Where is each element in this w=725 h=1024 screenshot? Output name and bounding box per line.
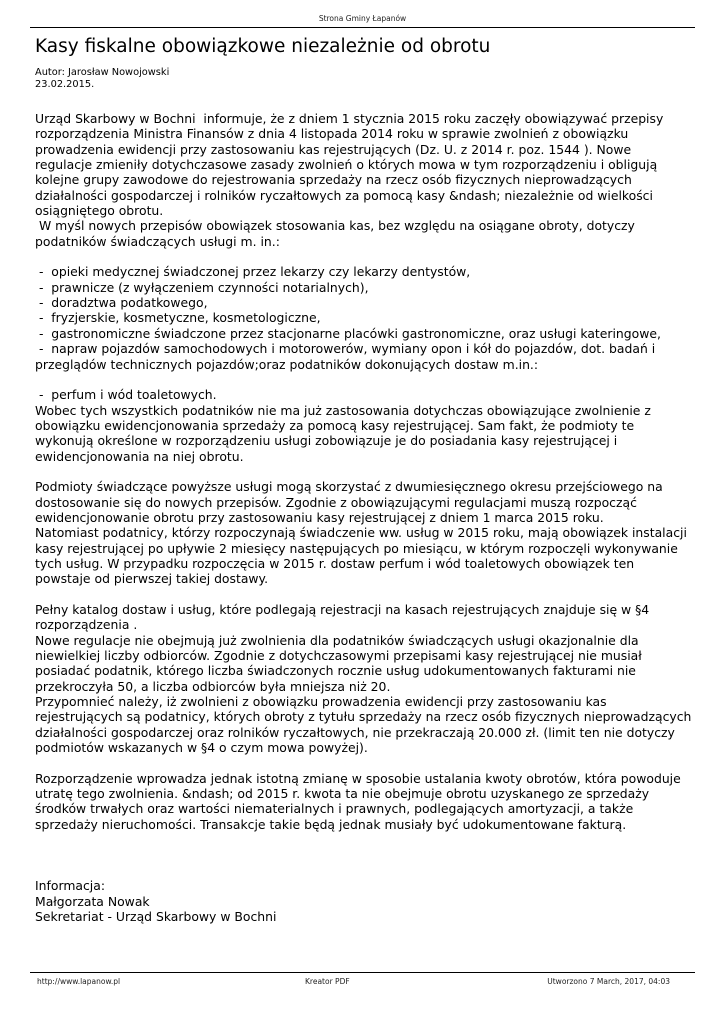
body-line: podmiotów wskazanych w §4 o czym mowa powyżej). <box>35 740 368 756</box>
body-line: Natomiast podatnicy, którzy rozpoczynają świadczenie ww. usług w 2015 roku, mają obowiązek instalacji <box>35 525 687 541</box>
body-line: niewielkiej liczby odbiorców. Zgodnie z dotychczasowymi przepisami kasy rejestrującej nie musiał <box>35 648 642 664</box>
body-line: ewidencjonowania na niej obrotu. <box>35 448 244 464</box>
blank-line <box>35 372 705 387</box>
body-line: Sekretariat - Urząd Skarbowy w Bochni <box>35 908 277 924</box>
body-line: dostosowanie się do nowych przepisów. Zgodnie z obowiązującymi regulacjami muszą rozpocząć <box>35 494 637 510</box>
body-line: środków trwałych oraz wartości niematerialnych i prawnych, podlegających amortyzacji, a także <box>35 801 634 817</box>
body-line: przeglądów technicznych pojazdów;oraz podatników dokonujących dostaw m.in.: <box>35 356 539 372</box>
header-divider <box>30 27 695 28</box>
body-line: rozporządzenia Ministra Finansów z dnia 4 listopada 2014 roku w sprawie zwolnień z obowiązku <box>35 126 629 142</box>
body-line: - perfum i wód toaletowych. <box>35 387 217 403</box>
body-line: rejestrujących są podatnicy, których obroty z tytułu sprzedaży na rzecz osób fizycznych nieprowadzących <box>35 709 692 725</box>
body-line: regulacje zmieniły dotychczasowe zasady zwolnień o których mowa w tym rozporządzeniu i obligują <box>35 157 658 173</box>
body-line: prowadzenia ewidencji przy zastosowaniu kas rejestrujących (Dz. U. z 2014 r. poz. 1544 ). Nowe <box>35 141 632 157</box>
body-line: podatników świadczących usługi m. in.: <box>35 233 280 249</box>
body-line: - doradztwa podatkowego, <box>35 295 208 311</box>
footer-generator: Kreator PDF <box>305 977 350 986</box>
body-line: obowiązku ewidencjonowania sprzedaży za pomocą kasy rejestrującej. Sam fakt, że podmioty te <box>35 417 635 433</box>
publish-date: 23.02.2015. <box>35 79 95 90</box>
blank-line <box>35 755 705 770</box>
body-line: tych usług. W przypadku rozpoczęcia w 2015 r. dostaw perfum i wód toaletowych obowiązek ten <box>35 555 635 571</box>
author-line: Autor: Jarosław Nowojowski <box>35 67 170 78</box>
page-header-site-name: Strona Gminy Łapanów <box>318 14 407 23</box>
body-line: Przypomnieć należy, iż zwolnieni z obowiązku prowadzenia ewidencji przy zastosowaniu kas <box>35 694 607 710</box>
body-line: Pełny katalog dostaw i usług, które podlegają rejestracji na kasach rejestrujących znajduje się w §4 <box>35 602 650 617</box>
body-line: wykonują określone w rozporządzeniu usługi zobowiązuje je do posiadania kasy rejestrującej i <box>35 433 618 449</box>
footer-divider <box>30 972 695 973</box>
body-line: osiągniętego obrotu. <box>35 203 164 219</box>
body-line: W myśl nowych przepisów obowiązek stosowania kas, bez względu na osiągane obroty, dotyczy <box>35 218 635 234</box>
article-body <box>35 111 705 924</box>
body-line: Małgorzata Nowak <box>35 893 150 909</box>
body-line: Rozporządzenie wprowadza jednak istotną zmianę w sposobie ustalania kwoty obrotów, która powoduje <box>35 770 681 786</box>
body-line: powstaje od pierwszej takiej dostawy. <box>35 571 269 587</box>
blank-line <box>35 464 705 479</box>
body-line: Urząd Skarbowy w Bochni informuje, że z dniem 1 stycznia 2015 roku zaczęły obowiązywać przepisy <box>35 111 664 126</box>
blank-line <box>35 587 705 602</box>
body-line: utratę tego zwolnienia. &ndash; od 2015 r. kwota ta nie obejmuje obrotu uzyskanego ze sprzedaży <box>35 786 650 802</box>
body-line: - gastronomiczne świadczone przez stacjonarne placówki gastronomiczne, oraz usługi kateringowe, <box>35 325 661 341</box>
article-title: Kasy fiskalne obowiązkowe niezależnie od obrotu <box>35 36 491 57</box>
body-line: kasy rejestrującej po upływie 2 miesięcy następujących po miesiącu, w którym rozpoczęli wykonywanie <box>35 540 678 556</box>
blank-line <box>35 832 705 847</box>
blank-line <box>35 863 705 878</box>
body-line: - fryzjerskie, kosmetyczne, kosmetologiczne, <box>35 310 321 326</box>
body-line: - prawnicze (z wyłączeniem czynności notarialnych), <box>35 279 369 295</box>
body-line: kolejne grupy zawodowe do rejestrowania sprzedaży na rzecz osób fizycznych nieprowadzących <box>35 172 632 188</box>
body-line: - opieki medycznej świadczonej przez lekarzy czy lekarzy dentystów, <box>35 264 471 280</box>
blank-line <box>35 249 705 264</box>
footer-url: http://www.lapanow.pl <box>37 977 121 986</box>
footer-created-date: Utworzono 7 March, 2017, 04:03 <box>547 977 670 986</box>
body-line: działalności gospodarczej oraz rolników ryczałtowych, nie przekraczają 20.000 zł. (limit ten nie dotyczy <box>35 724 675 740</box>
body-line: Informacja: <box>35 878 106 894</box>
body-line: Nowe regulacje nie obejmują już zwolnienia dla podatników świadczących usługi okazjonalnie dla <box>35 632 639 648</box>
body-line: Podmioty świadczące powyższe usługi mogą skorzystać z dwumiesięcznego okresu przejściowego na <box>35 479 663 495</box>
body-line: - napraw pojazdów samochodowych i motorowerów, wymiany opon i kół do pojazdów, dot. badań i <box>35 341 656 357</box>
body-line: przekroczyła 50, a liczba odbiorców była mniejsza niż 20. <box>35 678 391 694</box>
article-meta <box>35 67 169 91</box>
body-line: posiadać podatnik, którego liczba świadczonych rocznie usług udokumentowanych fakturami nie <box>35 663 636 679</box>
body-line: ewidencjonowanie obrotu przy zastosowaniu kasy rejestrującej z dniem 1 marca 2015 roku. <box>35 509 604 525</box>
body-line: Wobec tych wszystkich podatników nie ma już zastosowania dotychczas obowiązujące zwolnienie z <box>35 402 651 418</box>
body-line: działalności gospodarczej i rolników ryczałtowych za pomocą kasy &ndash; niezależnie od wielkości <box>35 187 653 203</box>
blank-line <box>35 848 705 863</box>
body-line: sprzedaży nieruchomości. Transakcje takie będą jednak musiały być udokumentowane fakturą. <box>35 816 627 832</box>
body-line: rozporządzenia . <box>35 617 138 633</box>
